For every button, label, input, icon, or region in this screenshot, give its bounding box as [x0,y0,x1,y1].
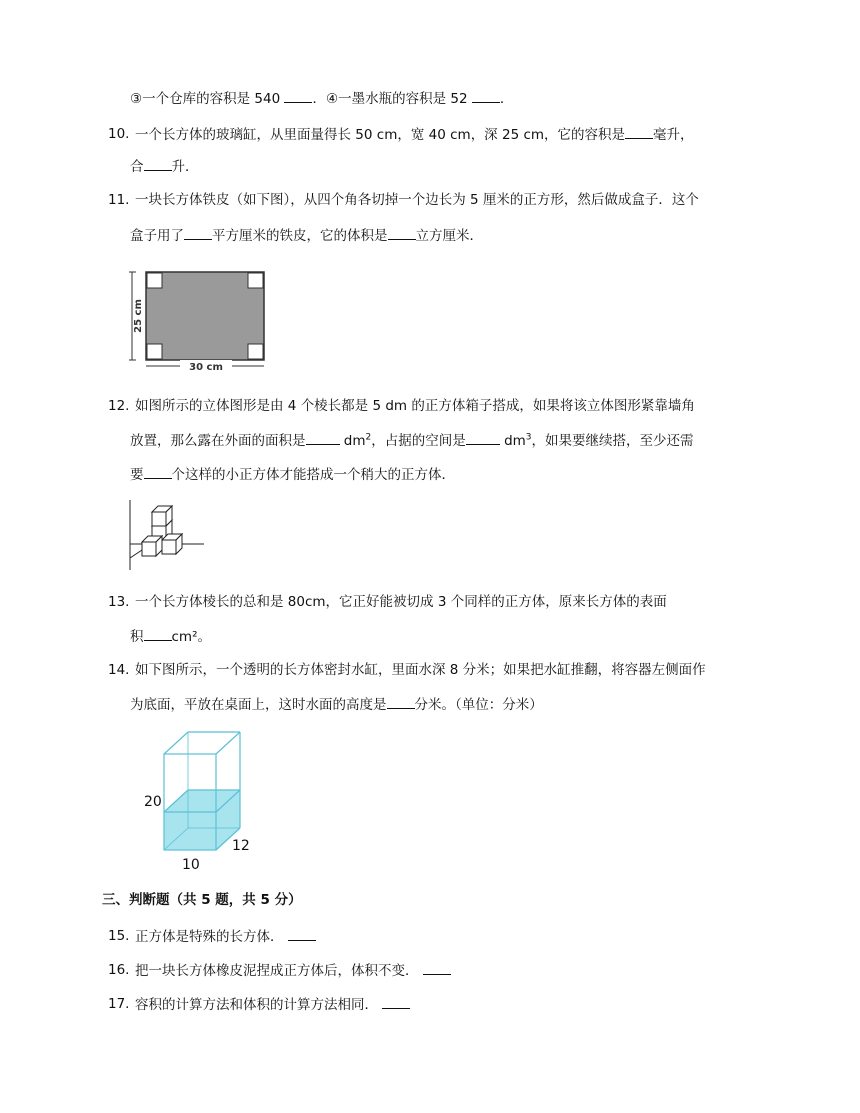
question-number: 15. [108,928,130,944]
width-label: 30 cm [189,362,223,372]
answer-blank[interactable] [625,124,653,139]
q17-line: 容积的计算方法和体积的计算方法相同． [135,994,410,1015]
answer-blank[interactable] [284,88,312,103]
q9-part4-value: 52 [450,91,468,107]
question-number: 12. [108,398,130,414]
q10-line2: 合 升． [130,156,199,177]
question-number: 10. [108,126,130,142]
answer-blank[interactable] [144,626,172,641]
iron-sheet-rect [146,272,264,360]
q11-line1: 一块长方体铁皮（如下图），从四个角各切掉一个边长为 5 厘米的正方形，然后做成盒子．这个 [135,192,699,208]
answer-blank[interactable] [306,430,340,445]
q12-line1: 如图所示的立体图形是由 4 个棱长都是 5 dm 的正方体箱子搭成，如果将该立体图形紧靠墙角 [135,398,695,414]
q9-tail-line: ③一个仓库的容积是 540 ．④一墨水瓶的容积是 52 ． [130,88,513,109]
answer-blank[interactable] [472,88,500,103]
answer-blank[interactable] [387,694,415,709]
q10-line1: 一个长方体的玻璃缸，从里面量得长 50 cm，宽 40 cm，深 25 cm，它的容积是 毫升， [135,124,694,145]
water-front [164,812,216,850]
question-number: 16. [108,962,130,978]
water-tank-figure [140,728,255,874]
corner-square [248,344,263,359]
q16-line: 把一块长方体橡皮泥捏成正方体后，体积不变． [135,960,451,981]
answer-blank[interactable] [144,464,172,479]
answer-blank[interactable] [144,156,172,171]
height-label: 20 [144,794,162,810]
cube [152,512,166,526]
question-number: 17. [108,996,130,1012]
q12-line2: 放置，那么露在外面的面积是 $dm^2$，占据的空间是 $dm^3$，如果要继续搭，至少还需 [130,430,694,451]
section-title: 三、判断题（共 5 题，共 5 分） [102,892,302,908]
answer-blank[interactable] [423,960,451,975]
cube [142,542,156,556]
corner-square [147,344,162,359]
answer-blank[interactable] [466,430,500,445]
corner-square [248,273,263,288]
answer-blank[interactable] [388,225,416,240]
depth-label: 12 [232,838,250,854]
cube [162,540,176,554]
q11-line2: 盒子用了 平方厘米的铁皮，它的体积是 立方厘米． [130,225,483,246]
answer-blank[interactable] [184,225,212,240]
circle-4: ④ [325,91,339,107]
answer-blank[interactable] [382,994,410,1009]
question-number: 13. [108,594,130,610]
question-number: 11. [108,192,130,208]
q9-part3-text: 一个仓库的容积是 [142,91,251,107]
width-label: 10 [182,857,200,873]
cube-stack-figure [126,498,208,574]
height-label: 25 cm [133,299,144,333]
circle-3: ③ [130,91,143,107]
q12-line3: 要 个这样的小正方体才能搭成一个稍大的正方体． [130,464,455,485]
q15-line: 正方体是特殊的长方体． [135,926,316,947]
q13-line2: 积 cm²。 [130,626,211,647]
q14-line1: 如下图所示，一个透明的长方体密封水缸，里面水深 8 分米；如果把水缸推翻，将容器左侧面作 [135,662,706,678]
q14-line2: 为底面，平放在桌面上，这时水面的高度是 分米。（单位：分米） [130,694,543,715]
q9-part4-text: 一墨水瓶的容积是 [338,91,447,107]
iron-sheet-figure [128,264,268,372]
corner-square [147,273,162,288]
question-number: 14. [108,662,130,678]
q9-part3-value: 540 [254,91,281,107]
q13-line1: 一个长方体棱长的总和是 80cm，它正好能被切成 3 个同样的正方体，原来长方体的表面 [135,594,667,610]
answer-blank[interactable] [288,926,316,941]
